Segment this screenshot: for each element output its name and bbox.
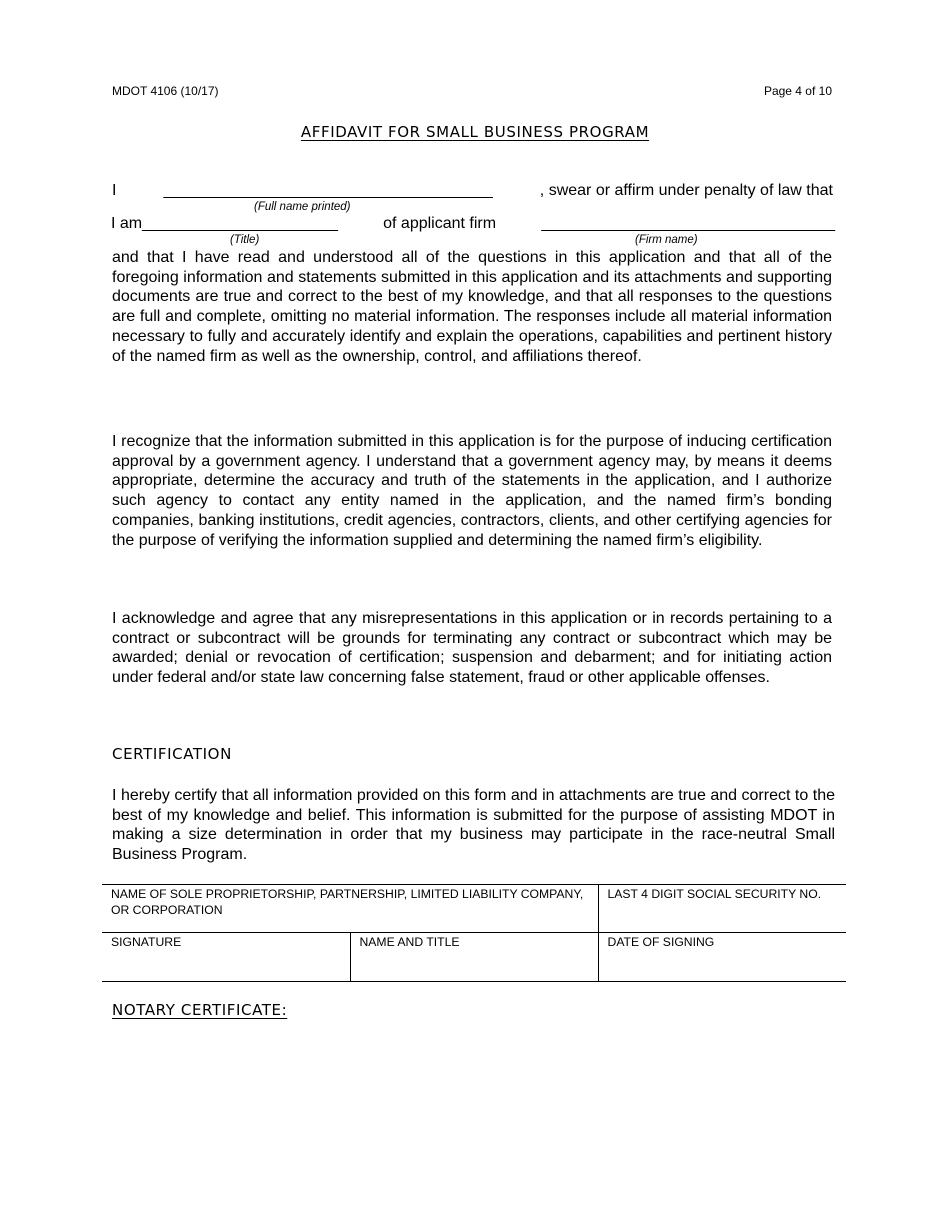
business-name-cell[interactable] (102, 885, 598, 933)
oath-suffix: , swear or affirm under penalty of law that (539, 182, 833, 199)
document-title: AFFIDAVIT FOR SMALL BUSINESS PROGRAM (300, 123, 650, 141)
signature-table (102, 884, 846, 982)
paragraph-attestation: and that I have read and understood all of the questions in this application and that all of the foregoing information and statements submitted in this application and its attachments and supporting documents are true and correct to the best of my knowledge, and that all responses to the questions are full and complete, omitting no material information. The responses include all material information necessary to fully and accurately identify and explain the operations, capabilities and pertinent history of the named firm as well as the ownership, control, and affiliations thereof. (112, 249, 832, 365)
i-am-label: I am (111, 215, 143, 232)
full-name-blank[interactable]: _____________________________________ (163, 182, 493, 199)
certification-heading: CERTIFICATION (112, 745, 232, 763)
oath-prefix: I (112, 182, 117, 199)
form-id: MDOT 4106 (10/17) (112, 84, 219, 98)
notary-heading: NOTARY CERTIFICATE: (112, 1001, 288, 1019)
oath-line-1 (112, 181, 833, 200)
oath-line-2 (111, 214, 835, 233)
ssn-label: LAST 4 DIGIT SOCIAL SECURITY NO. (607, 887, 822, 901)
firm-name-hint: (Firm name) (635, 234, 698, 246)
paragraph-verification: I recognize that the information submitted in this application is for the purpose of inducing certification approval by a government agency. I understand that a government agency may, by means it deems appropriate, determine the accuracy and truth of the statements in the application, and I authorize such agency to contact any entity named in the application, and the named firm’s bonding companies, banking institutions, credit agencies, contractors, clients, and other certifying agencies for the purpose of verifying the information supplied and determining the named firm’s eligibility. (112, 433, 832, 549)
business-name-label: NAME OF SOLE PROPRIETORSHIP, PARTNERSHIP, LIMITED LIABILITY COMPANY, OR CORPORATION (111, 887, 584, 917)
page-number: Page 4 of 10 (763, 84, 832, 98)
certification-text: I hereby certify that all information provided on this form and in attachments are true and correct to the best of my knowledge and belief. This information is submitted for the purpose of assisting MDOT in making a size determination in order that my business may participate in the race-neutral Small Business Program. (112, 787, 835, 864)
applicant-firm-label: of applicant firm (383, 215, 497, 232)
signature-label: SIGNATURE (111, 935, 182, 949)
title-blank[interactable]: ______________________ (142, 215, 338, 232)
firm-name-blank[interactable]: _________________________________ (541, 215, 835, 232)
name-title-label: NAME AND TITLE (359, 935, 460, 949)
date-label: DATE OF SIGNING (607, 935, 715, 949)
name-title-cell[interactable] (350, 933, 598, 982)
paragraph-misrepresentation: I acknowledge and agree that any misrepresentations in this application or in records pertaining to a contract or subcontract will be grounds for terminating any contract or subcontract which may be awarded; denial or revocation of certification; suspension and debarment; and for initiating action under federal and/or state law concerning false statement, fraud or other applicable offenses. (112, 610, 832, 687)
ssn-cell[interactable] (598, 885, 846, 933)
title-hint: (Title) (230, 234, 260, 246)
signature-cell[interactable] (102, 933, 350, 982)
date-cell[interactable] (598, 933, 846, 982)
full-name-hint: (Full name printed) (254, 201, 351, 213)
